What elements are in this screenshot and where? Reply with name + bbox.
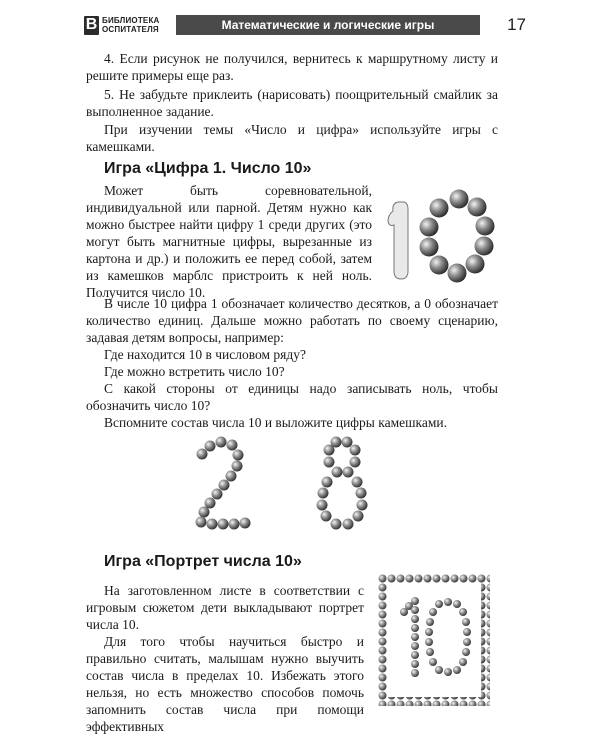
logo-line-1: БИБЛИОТЕКА — [102, 16, 160, 25]
game1-paragraph-3: Вспомните состав числа 10 и выложите цифры камешками. — [104, 415, 448, 430]
game1-question-2: Где можно встретить число 10? — [104, 364, 285, 379]
logo-line-2: ОСПИТАТЕЛЯ — [102, 25, 159, 34]
intro-paragraph-4: 4. Если рисунок не получился, вернитесь к маршрутному листу и решите примеры еще раз. — [86, 51, 498, 83]
photo-number-10-stones — [380, 183, 498, 293]
photo-digits-2-and-8-stones — [188, 434, 388, 536]
running-header — [84, 14, 526, 36]
game1-paragraph-1: Может быть соревновательной, индивидуальной или парной. Детям нужно как можно быстрее найти цифру 1 среди других (это могут быть магнитные цифры, вырезанные из картона и др.) и положить ее перед собой, затем из камешков марблс пристроить к ней ноль. Получится число 10. — [86, 183, 372, 300]
digit-eight-stones — [317, 437, 368, 530]
game2-heading: Игра «Портрет числа 10» — [104, 553, 302, 570]
intro-paragraph-theme: При изучении темы «Число и цифра» используйте игры с камешками. — [86, 122, 498, 154]
game1-heading: Игра «Цифра 1. Число 10» — [104, 160, 312, 177]
game1-paragraph-2: В числе 10 цифра 1 обозначает количество десятков, а 0 обозначает количество единиц. Дальше можно работать по своему сценарию, задавая детям вопросы, например: — [86, 296, 498, 345]
logo-text — [102, 16, 160, 34]
section-title: Математические и логические игры — [176, 15, 480, 35]
digit-two-stones — [196, 437, 251, 530]
game1-question-1: Где находится 10 в числовом ряду? — [104, 347, 306, 362]
game1-question-3: С какой стороны от единицы надо записывать ноль, чтобы обозначить число 10? — [86, 381, 498, 413]
photo-number-10-portrait — [378, 574, 490, 706]
logo-letter: B — [85, 16, 98, 33]
intro-paragraph-5: 5. Не забудьте приклеить (нарисовать) поощрительный смайлик за выполненное задание. — [86, 87, 498, 119]
game2-paragraph-1: На заготовленном листе в соответствии с игровым сюжетом дети выкладывают портрет числа 10. — [86, 583, 364, 632]
series-logo — [84, 14, 160, 36]
page-number: 17 — [507, 15, 526, 34]
portrait-background — [378, 574, 490, 706]
game2-paragraph-2: Для того чтобы научиться быстро и правильно считать, малышам нужно выучить состав числа в пределах 10. Избежать этого нельзя, но есть множество способов помочь запомнить состав числа при помощи эффективных — [86, 634, 364, 734]
